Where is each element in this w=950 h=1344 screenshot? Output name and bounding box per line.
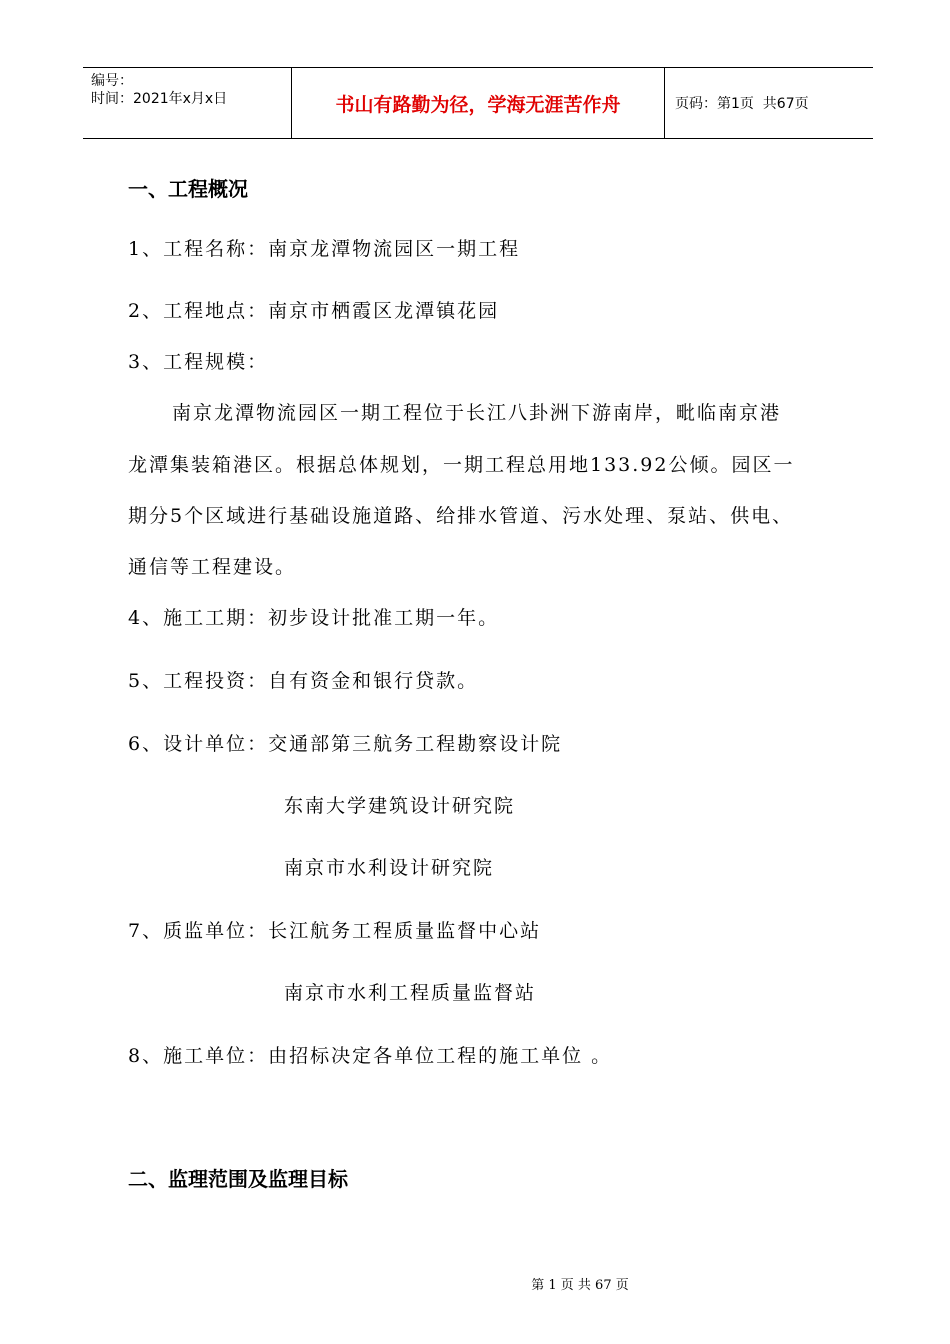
item-7: 7、质监单位：长江航务工程质量监督中心站 — [128, 920, 542, 942]
header-page-info: 页码：第1页 共67页 — [675, 96, 809, 112]
item-6: 6、设计单位：交通部第三航务工程勘察设计院 — [128, 733, 563, 755]
section2-title: 二、监理范围及监理目标 — [128, 1167, 348, 1191]
header-page-info-cell — [665, 68, 873, 138]
paragraph-line-2: 龙潭集装箱港区。根据总体规划，一期工程总用地133.92公倾。园区一 — [128, 454, 795, 476]
item-2: 2、工程地点：南京市栖霞区龙潭镇花园 — [128, 300, 500, 322]
item-4: 4、施工工期：初步设计批准工期一年。 — [128, 607, 500, 629]
item-7-b: 南京市水利工程质量监督站 — [284, 982, 537, 1004]
header-motto: 书山有路勤为径，学海无涯苦作舟 — [292, 68, 665, 138]
section1-title: 一、工程概况 — [128, 177, 248, 201]
paragraph-line-3: 期分5个区域进行基础设施道路、给排水管道、污水处理、泵站、供电、 — [128, 505, 794, 527]
item-3: 3、工程规模： — [128, 351, 269, 373]
paragraph-line-4: 通信等工程建设。 — [128, 556, 297, 578]
paragraph-line-1: 南京龙潭物流园区一期工程位于长江八卦洲下游南岸，毗临南京港 — [172, 402, 782, 424]
item-5: 5、工程投资：自有资金和银行贷款。 — [128, 670, 479, 692]
item-1: 1、工程名称：南京龙潭物流园区一期工程 — [128, 238, 521, 260]
item-6-c: 南京市水利设计研究院 — [284, 857, 495, 879]
header-left-cell — [83, 68, 292, 138]
header-table — [83, 67, 873, 139]
item-6-b: 东南大学建筑设计研究院 — [284, 795, 516, 817]
time-label: 时间：2021年x月x日 — [91, 91, 228, 107]
number-label: 编号： — [91, 73, 133, 89]
item-8: 8、施工单位：由招标决定各单位工程的施工单位 。 — [128, 1045, 613, 1067]
page-footer: 第 1 页 共 67 页 — [531, 1278, 629, 1293]
